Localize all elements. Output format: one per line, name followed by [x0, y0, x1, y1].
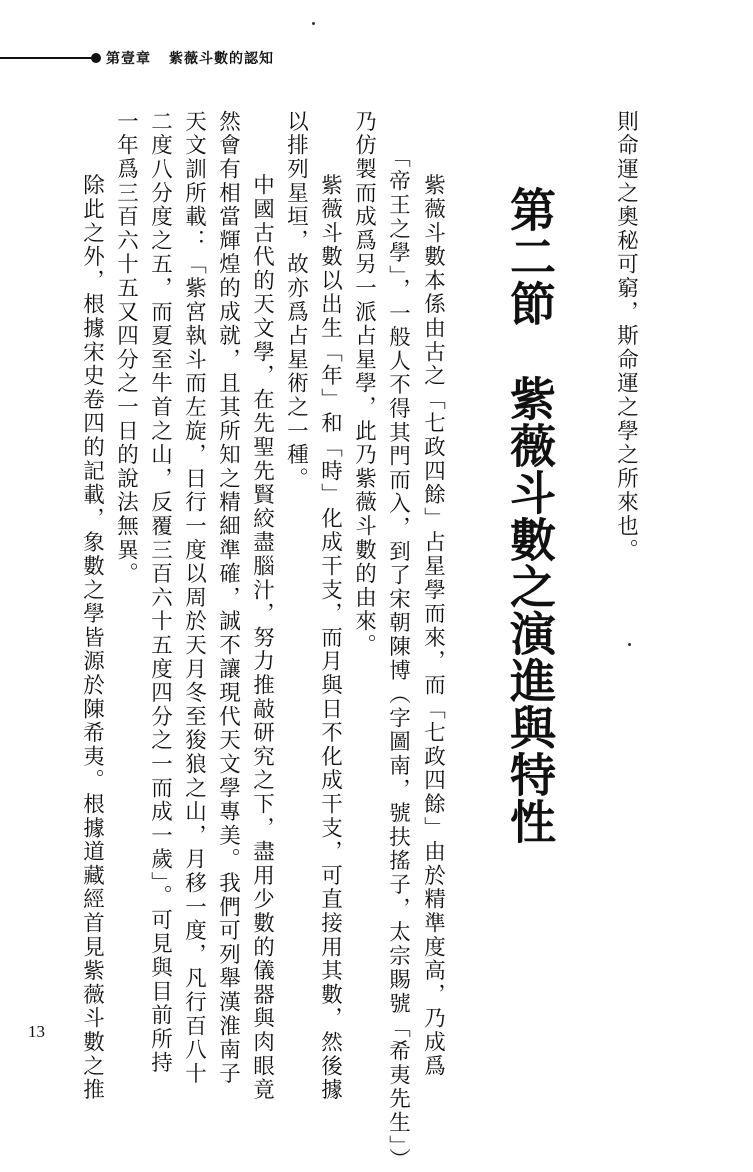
- chapter-label: 第壹章: [106, 51, 151, 67]
- section-title: 紫薇斗數之演進與特性: [503, 375, 557, 845]
- body-column-1: 紫薇斗數本係由古之「七政四餘」占星學而來，而「七政四餘」由於精準度高，乃成爲: [420, 150, 446, 1079]
- body-column-10: 一年爲三百六十五又四分之一日的說法無異。: [113, 110, 139, 586]
- section-heading: [503, 186, 557, 845]
- scan-speck: [628, 643, 631, 646]
- body-column-11: 除此之外，根據宋史卷四的記載，象數之學皆源於陳希夷。根據道藏經首見紫薇斗數之推: [79, 150, 105, 1102]
- body-column-5: 以排列星垣，故亦爲占星術之一種。: [283, 110, 309, 491]
- body-column-6: 中國古代的天文學，在先聖先賢絞盡腦汁，努力推敲研究之下，盡用少數的儀器與肉眼竟: [249, 150, 275, 1102]
- body-column-9: 二度八分度之五，而夏至牛首之山，反覆三百六十五度四分之一而成一歲」。可見與目前所持: [147, 110, 173, 1076]
- page-number: 13: [28, 1022, 45, 1041]
- body-column-2: 「帝王之學」，一般人不得其門而入，到了宋朝陳博（字圖南，號扶搖子，太宗賜號「希夷先生」）: [385, 146, 411, 1172]
- header-bullet: [91, 53, 101, 63]
- chapter-title: 紫薇斗數的認知: [169, 51, 274, 67]
- body-column-8: 天文訓所載：「紫宮執斗而左旋，日行一度以周於天月冬至狻狼之山，月移一度，凡行百八十: [181, 110, 207, 1086]
- intro-line: 則命運之奧秘可窮，斯命運之學之所來也。: [613, 110, 639, 563]
- body-column-3: 乃仿製而成爲另一派占星學，此乃紫薇斗數的由來。: [351, 110, 377, 658]
- scan-speck: [312, 22, 315, 25]
- body-column-7: 然會有相當輝煌的成就，且其所知之精細準確，誠不讓現代天文學專美。我們可列舉漢淮南子: [215, 110, 241, 1086]
- body-column-4: 紫薇斗數以出生「年」和「時」化成干支，而月與日不化成干支，可直接用其數，然後據: [317, 150, 343, 1102]
- section-number: 第二節: [503, 186, 557, 327]
- running-header: [106, 48, 274, 68]
- header-rule: [0, 57, 92, 59]
